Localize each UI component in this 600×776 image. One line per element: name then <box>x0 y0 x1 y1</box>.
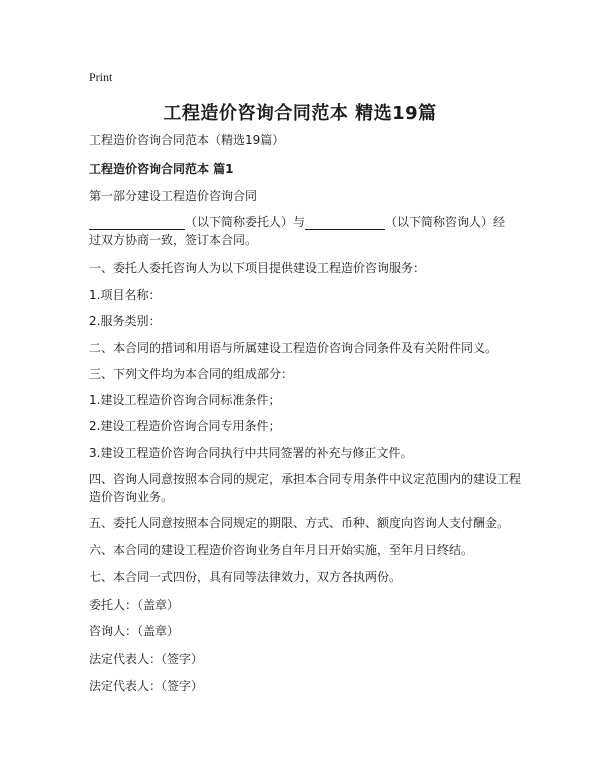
clause-2: 二、本合同的措词和用语与所属建设工程造价咨询合同条件及有关附件同义。 <box>89 341 498 355</box>
clause-6: 六、本合同的建设工程造价咨询业务自年月日开始实施，至年月日终结。 <box>89 543 474 557</box>
clause-3: 三、下列文件均为本合同的组成部分： <box>89 367 294 381</box>
service-type-item: 2.服务类别： <box>89 314 161 328</box>
parties-line-2: 过双方协商一致，签订本合同。 <box>89 233 258 247</box>
document-item-3: 3.建设工程造价咨询合同执行中共同签署的补充与修正文件。 <box>89 446 413 460</box>
document-item-1: 1.建设工程造价咨询合同标准条件； <box>89 393 281 407</box>
clause-4-line-1: 四、咨询人同意按照本合同的规定，承担本合同专用条件中议定范围内的建设工程 <box>89 472 522 486</box>
client-name-blank <box>89 216 185 230</box>
clause-1: 一、委托人委托咨询人为以下项目提供建设工程造价咨询服务： <box>89 261 426 275</box>
part-heading: 第一部分建设工程造价咨询合同 <box>89 189 258 203</box>
document-title: 工程造价咨询合同范本 精选19篇 <box>163 103 437 124</box>
client-signature: 委托人：（盖章） <box>89 598 180 612</box>
clause-5: 五、委托人同意按照本合同规定的期限、方式、币种、额度向咨询人支付酬金。 <box>89 516 510 530</box>
client-note: （以下简称委托人）与 <box>185 215 306 229</box>
consultant-note: （以下简称咨询人）经 <box>385 215 506 229</box>
parties-line <box>89 214 505 230</box>
legal-rep-signature-1: 法定代表人：（签字） <box>89 652 204 666</box>
document-subtitle: 工程造价咨询合同范本（精选19篇） <box>89 133 285 147</box>
consultant-signature: 咨询人：（盖章） <box>89 624 180 638</box>
section-heading: 工程造价咨询合同范本 篇1 <box>89 162 234 176</box>
project-name-item: 1.项目名称： <box>89 288 161 302</box>
print-label: Print <box>89 70 113 84</box>
clause-7: 七、本合同一式四份，具有同等法律效力，双方各执两份。 <box>89 570 402 584</box>
clause-4-line-2: 造价咨询业务。 <box>89 490 174 504</box>
consultant-name-blank <box>305 216 385 230</box>
document-item-2: 2.建设工程造价咨询合同专用条件； <box>89 419 281 433</box>
legal-rep-signature-2: 法定代表人：（签字） <box>89 679 204 693</box>
